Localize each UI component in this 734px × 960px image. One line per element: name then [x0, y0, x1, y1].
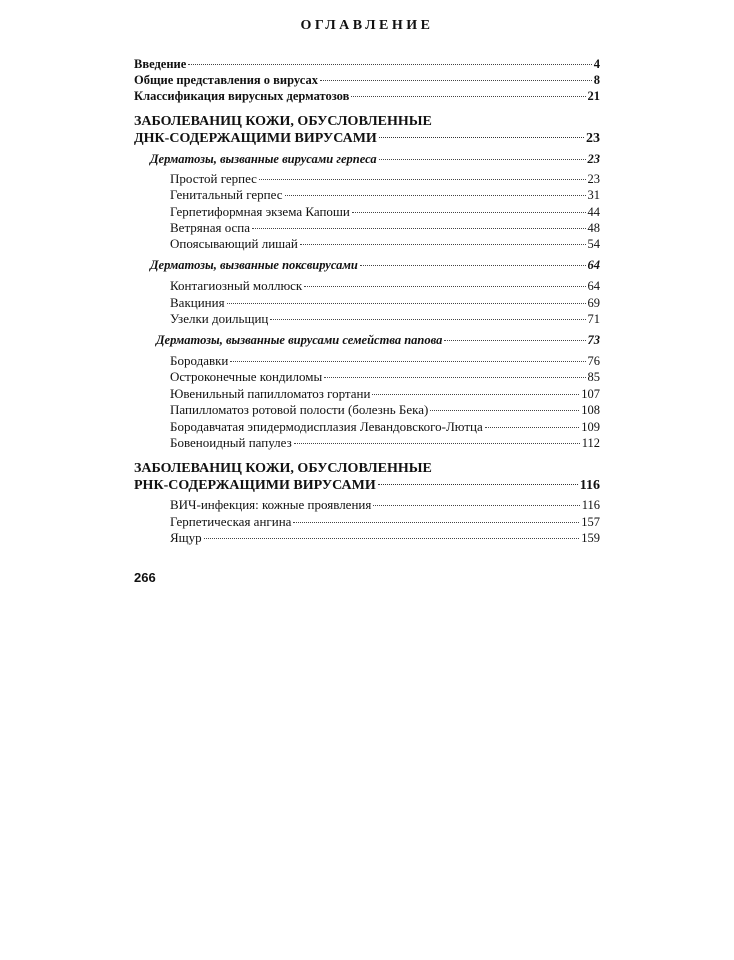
toc-item-page: 23	[587, 172, 600, 186]
toc-item-label: Генитальный герпес	[170, 187, 283, 202]
toc-item-page: 48	[587, 221, 600, 235]
toc-item-page: 107	[581, 387, 600, 401]
dot-leader	[293, 522, 579, 523]
toc-item-page: 64	[587, 279, 600, 293]
toc-item	[170, 514, 600, 530]
toc-item-page: 54	[587, 237, 600, 251]
page-title: ОГЛАВЛЕНИЕ	[300, 18, 434, 33]
subsection-page: 73	[587, 333, 600, 347]
toc-item-page: 109	[581, 420, 600, 434]
toc-item	[170, 236, 600, 252]
toc-entry-introduction	[134, 56, 600, 72]
section-page: 116	[579, 478, 600, 493]
dot-leader	[379, 159, 586, 160]
section-page: 23	[586, 131, 600, 146]
toc-item-page: 85	[587, 370, 600, 384]
toc-item-label: Вакциния	[170, 295, 225, 310]
subsection-label: Дерматозы, вызванные поксвирусами	[150, 258, 358, 272]
dot-leader	[360, 265, 586, 266]
toc-entry-label: Общие представления о вирусах	[134, 73, 318, 87]
dot-leader	[444, 340, 585, 341]
toc-item	[170, 278, 600, 294]
dot-leader	[259, 179, 586, 180]
dot-leader	[430, 410, 579, 411]
toc-entry-page: 21	[587, 89, 600, 103]
toc-item-label: ВИЧ-инфекция: кожные проявления	[170, 497, 372, 512]
section-heading-dna	[134, 130, 600, 147]
dot-leader	[300, 244, 586, 245]
toc-item	[170, 386, 600, 402]
toc-item-label: Бовеноидный папулез	[170, 435, 292, 450]
toc-item-label: Простой герпес	[170, 171, 257, 186]
toc-item	[170, 187, 600, 203]
toc-entry-label: Введение	[134, 57, 187, 71]
dot-leader	[204, 538, 580, 539]
toc-item-label: Ветряная оспа	[170, 220, 251, 235]
dot-leader	[352, 212, 586, 213]
toc-item	[170, 435, 600, 451]
subsection-label: Дерматозы, вызванные вирусами герпеса	[150, 152, 377, 166]
section-heading-rna	[134, 477, 600, 494]
section-heading-line1: ЗАБОЛЕВАНИЦ КОЖИ, ОБУСЛОВЛЕННЫЕ	[134, 114, 432, 129]
dot-leader	[188, 64, 591, 65]
toc-item-page: 112	[581, 436, 600, 450]
dot-leader	[351, 96, 585, 97]
toc-item-page: 76	[587, 354, 600, 368]
toc-item	[170, 204, 600, 220]
toc-item	[170, 497, 600, 513]
dot-leader	[324, 377, 585, 378]
subsection-herpes	[150, 151, 600, 167]
dot-leader	[373, 505, 579, 506]
subsection-page: 64	[587, 258, 600, 272]
toc-item-label: Ящур	[170, 530, 202, 545]
toc-item	[170, 402, 600, 418]
dot-leader	[379, 137, 584, 138]
dot-leader	[252, 228, 585, 229]
toc-item-page: 31	[587, 188, 600, 202]
toc-item-label: Контагиозный моллюск	[170, 278, 303, 293]
toc-item-page: 71	[587, 312, 600, 326]
dot-leader	[270, 319, 585, 320]
toc-item-label: Герпетиформная экзема Капоши	[170, 204, 350, 219]
section-heading-line2: РНК-СОДЕРЖАЩИМИ ВИРУСАМИ	[134, 478, 376, 493]
dot-leader	[230, 361, 585, 362]
toc-item	[170, 353, 600, 369]
toc-item-label: Опоясывающий лишай	[170, 236, 298, 251]
dot-leader	[485, 427, 580, 428]
toc-item	[170, 171, 600, 187]
toc-entry-general	[134, 72, 600, 88]
subsection-papova	[156, 332, 600, 348]
dot-leader	[372, 394, 579, 395]
dot-leader	[378, 484, 578, 485]
toc-entry-classification	[134, 88, 600, 104]
toc-entry-page: 4	[593, 57, 600, 71]
toc-item	[170, 295, 600, 311]
dot-leader	[294, 443, 580, 444]
section-heading-line2: ДНК-СОДЕРЖАЩИМИ ВИРУСАМИ	[134, 131, 377, 146]
section-heading-line1: ЗАБОЛЕВАНИЦ КОЖИ, ОБУСЛОВЛЕННЫЕ	[134, 461, 432, 476]
toc-item-label: Герпетическая ангина	[170, 514, 292, 529]
dot-leader	[285, 195, 586, 196]
toc-item-label: Ювенильный папилломатоз гортани	[170, 386, 371, 401]
toc-item-label: Остроконечные кондиломы	[170, 369, 323, 384]
dot-leader	[320, 80, 592, 81]
dot-leader	[304, 286, 585, 287]
toc-item-page: 108	[581, 403, 600, 417]
subsection-label: Дерматозы, вызванные вирусами семейства папова	[156, 333, 443, 347]
toc-item-page: 44	[587, 205, 600, 219]
toc-item-label: Узелки доильщиц	[170, 311, 269, 326]
dot-leader	[227, 303, 586, 304]
toc-item	[170, 419, 600, 435]
page-number: 266	[134, 570, 156, 585]
toc-item	[170, 220, 600, 236]
toc-item-page: 159	[581, 531, 600, 545]
toc-item	[170, 369, 600, 385]
toc-item-label: Бородавчатая эпидермодисплазия Левандовского-Лютца	[170, 419, 483, 434]
toc-item-label: Папилломатоз ротовой полости (болезнь Бека)	[170, 402, 429, 417]
toc-item-label: Бородавки	[170, 353, 229, 368]
toc-item-page: 157	[581, 515, 600, 529]
toc-item	[170, 311, 600, 327]
toc-item-page: 116	[581, 498, 600, 512]
toc-entry-page: 8	[593, 73, 600, 87]
subsection-page: 23	[587, 152, 600, 166]
toc-item	[170, 530, 600, 546]
subsection-poxviruses	[150, 257, 600, 273]
toc-entry-label: Классификация вирусных дерматозов	[134, 89, 350, 103]
toc-item-page: 69	[587, 296, 600, 310]
